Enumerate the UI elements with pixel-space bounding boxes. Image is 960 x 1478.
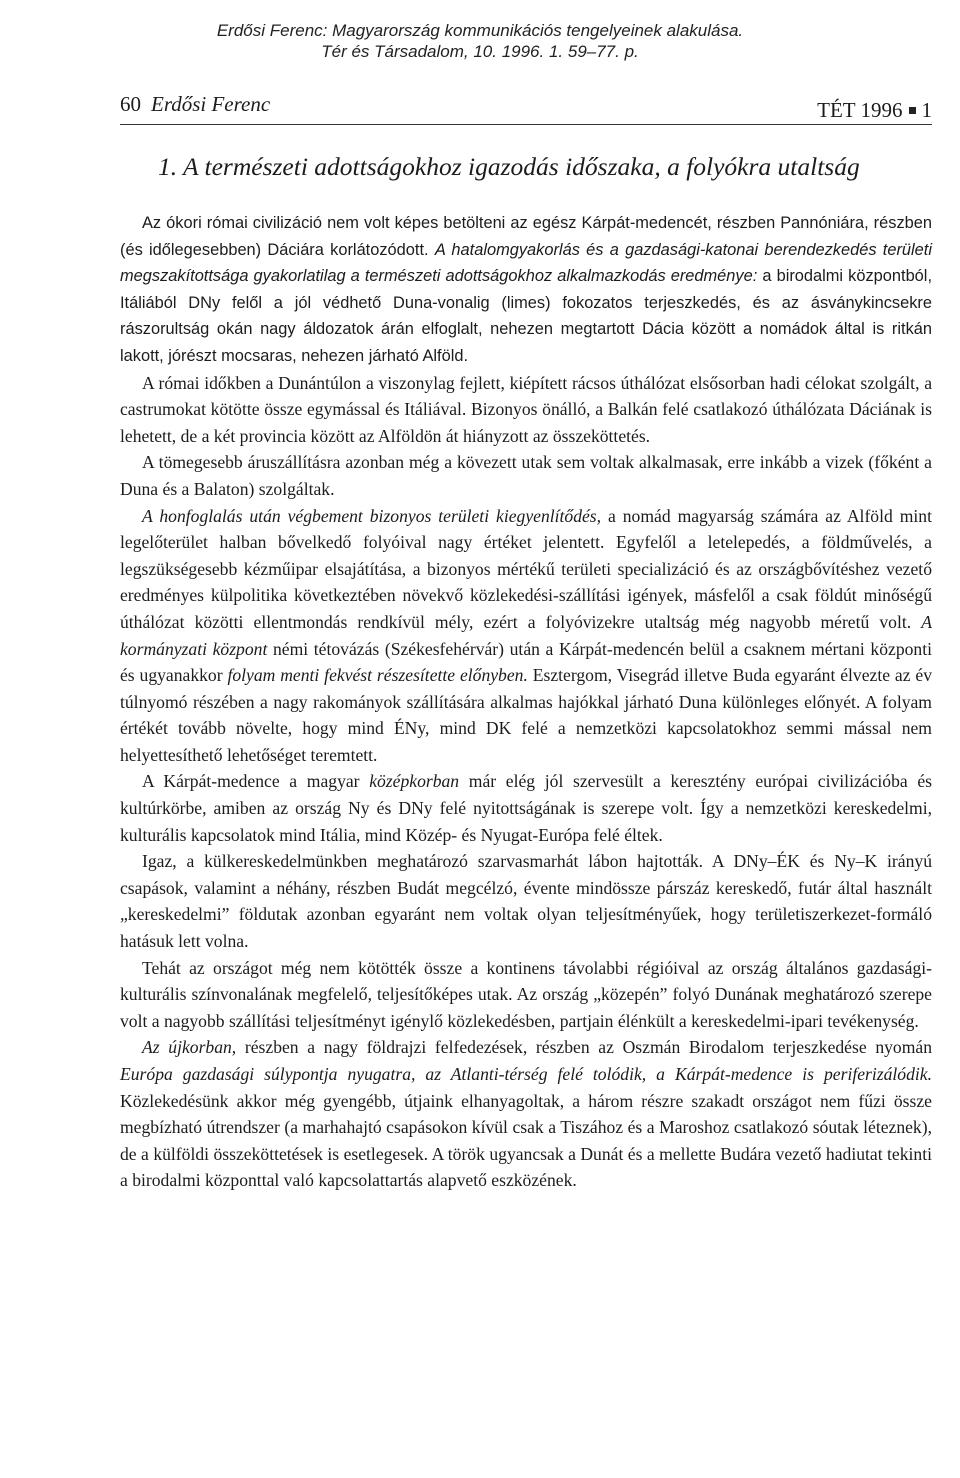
issue-number: 1 (921, 98, 932, 122)
text-run: Igaz, a külkereskedelmünkben meghatározó szarvasmarhát lábon hajtották. A DNy–ÉK és Ny–K irányú csapások, valamint a néhány, részben Budát megcélzó, évente mindössze párszáz kereskedő, futár által használt „kereskedelmi” földutak azonban egyaránt nem voltak olyan teljesítményűek, hogy területiszerkezet-formáló hatásuk lett volna. (120, 851, 932, 952)
italic-run: folyam menti fekvést részesítette előnyben. (227, 665, 528, 686)
running-header-right (817, 98, 932, 123)
paragraph-4 (120, 503, 932, 769)
text-run: Közlekedésünk akkor még gyengébb, útjaink elhanyagoltak, a három részre szakadt országot nem fűzi össze megbízható útrendszer (a marhahajtó csapásokon kívül csak a Tiszához és a Maroshoz csatlakozó sóutak léteznek), de a külföldi összeköttetések is esetlegesek. A török ugyancsak a Dunát és a mellette Budára vezető hadiutat tekinti a birodalmi központtal való kapcsolattartás alapvető eszközének. (120, 1090, 932, 1191)
italic-run: Európa gazdasági súlypontja nyugatra, az Atlanti-térség felé tolódik, a Kárpát-medence is periferizálódik. (120, 1064, 932, 1084)
italic-run: A kormányzati központ (120, 611, 932, 659)
paragraph-2 (120, 370, 932, 450)
running-header-author: Erdősi Ferenc (151, 92, 271, 116)
citation-header (0, 20, 960, 62)
italic-run: középkorban (369, 771, 460, 792)
paragraph-1 (120, 210, 932, 370)
running-header-left (120, 92, 270, 117)
text-run: A tömegesebb áruszállításra azonban még a kövezett utak sem voltak alkalmasak, erre inkább a vizek (főként a Duna és a Balaton) szolgáltak. (120, 452, 932, 499)
text-run: A római időkben a Dunántúlon a viszonylag fejlett, kiépített rácsos úthálózat elsősorban hadi célokat szolgált, a castrumokat kötötte össze egymással és Itáliával. Bizonyos önálló, a Balkán felé csatlakozó úthálózata Dáciának is lehetett, de a két provincia között az Alföldön át hiányzott az összeköttetés. (120, 372, 932, 446)
text-run: A Kárpát-medence a magyar (142, 771, 370, 792)
paragraph-7 (120, 955, 932, 1035)
citation-line-2: Tér és Társadalom, 10. 1996. 1. 59–77. p. (321, 42, 639, 61)
text-run: Esztergom, Visegrád illetve Buda egyaránt élvezte az év túlnyomó részében a nagy rakományok szállítására alkalmas hajókkal járható Duna különleges előnyét. A folyam értékét tovább növelte, hogy mind ÉNy, mind DK felé a nemzetközi kapcsolatokhoz semmi mással nem helyettesíthető lehetőséget teremtett. (120, 665, 933, 765)
italic-run: A honfoglalás után végbement bizonyos területi kiegyenlítődés, (142, 505, 602, 526)
paragraph-5 (120, 768, 932, 848)
square-bullet-icon (909, 107, 916, 114)
text-run: némi tétovázás (Székesfehérvár) után a Kárpát-medencén belül a csaknem mértani központi és ugyanakkor (120, 638, 932, 686)
text-run: Az ókori római civilizáció nem volt képes betölteni az egész Kárpát-medencét, részben Pannóniára, részben (és időlegesebben) Dáciára korlátozódott. (120, 214, 932, 259)
page-number: 60 (120, 92, 141, 116)
paragraph-3 (120, 449, 932, 502)
text-run: Tehát az országot még nem kötötték össze a kontinens távolabbi régióival az ország általános gazdasági-kulturális színvonalának megfelelő, teljesítőképes utak. Az ország „közepén” folyó Dunának meghatározó szerepe volt a nagyobb szállítási teljesítményt igénylő közlekedésben, partjain élénkült a kereskedelmi-ipari tevékenység. (120, 957, 932, 1031)
italic-run: Az újkorban, (142, 1037, 237, 1058)
text-run: a birodalmi központból, Itáliából DNy felől a jól védhető Duna-vonalig (limes) fokozatos terjeszkedés, és az ásványkincsekre rászorultság okán nagy áldozatok árán elfoglalt, nehezen megtartott Dácia között a nomádok által is ritkán lakott, jórészt mocsaras, nehezen járható Alföld. (120, 267, 932, 365)
paragraph-8 (120, 1034, 932, 1194)
text-run: részben a nagy földrajzi felfedezések, részben az Oszmán Birodalom terjeszkedése nyomán (236, 1037, 933, 1058)
text-run: a nomád magyarság számára az Alföld mint legelőterület halban bővelkedő folyóival nagy értéket jelentett. Egyfelől a letelepedés, a földművelés, a legszükségesebb kézműipar elsajátítása, a bizonyos mértékű területi specializáció és az országbővítéshez vezető eredményes külpolitika következtében növekvő közlekedési-szállítási igények, másfelől a csak földút minőségű úthálózat közötti ellentmondás rendkívül mély, ezért a folyóvizekre utaltság még nagyobb méretű volt. (120, 505, 932, 632)
text-run: már elég jól szervesült a keresztény európai civilizációba és kultúrkörbe, amiben az ország Ny és DNy felé nyitottságának is szerepe volt. Így a nemzetközi kereskedelmi, kulturális kapcsolatok mind Itália, mind Közép- és Nyugat-Európa felé éltek. (120, 771, 932, 845)
body-text (120, 210, 932, 1194)
running-header (120, 92, 932, 125)
section-title: 1. A természeti adottságokhoz igazodás időszaka, a folyókra utaltság (158, 152, 860, 181)
italic-run: A hatalomgyakorlás és a gazdasági-katonai berendezkedés területi megszakítottsága gyakorlatilag a természeti adottságokhoz alkalmazkodás eredménye: (120, 240, 932, 286)
journal-name: TÉT 1996 (817, 98, 903, 122)
citation-line-1: Erdősi Ferenc: Magyarország kommunikációs tengelyeinek alakulása. (216, 21, 744, 40)
paragraph-6 (120, 848, 932, 954)
